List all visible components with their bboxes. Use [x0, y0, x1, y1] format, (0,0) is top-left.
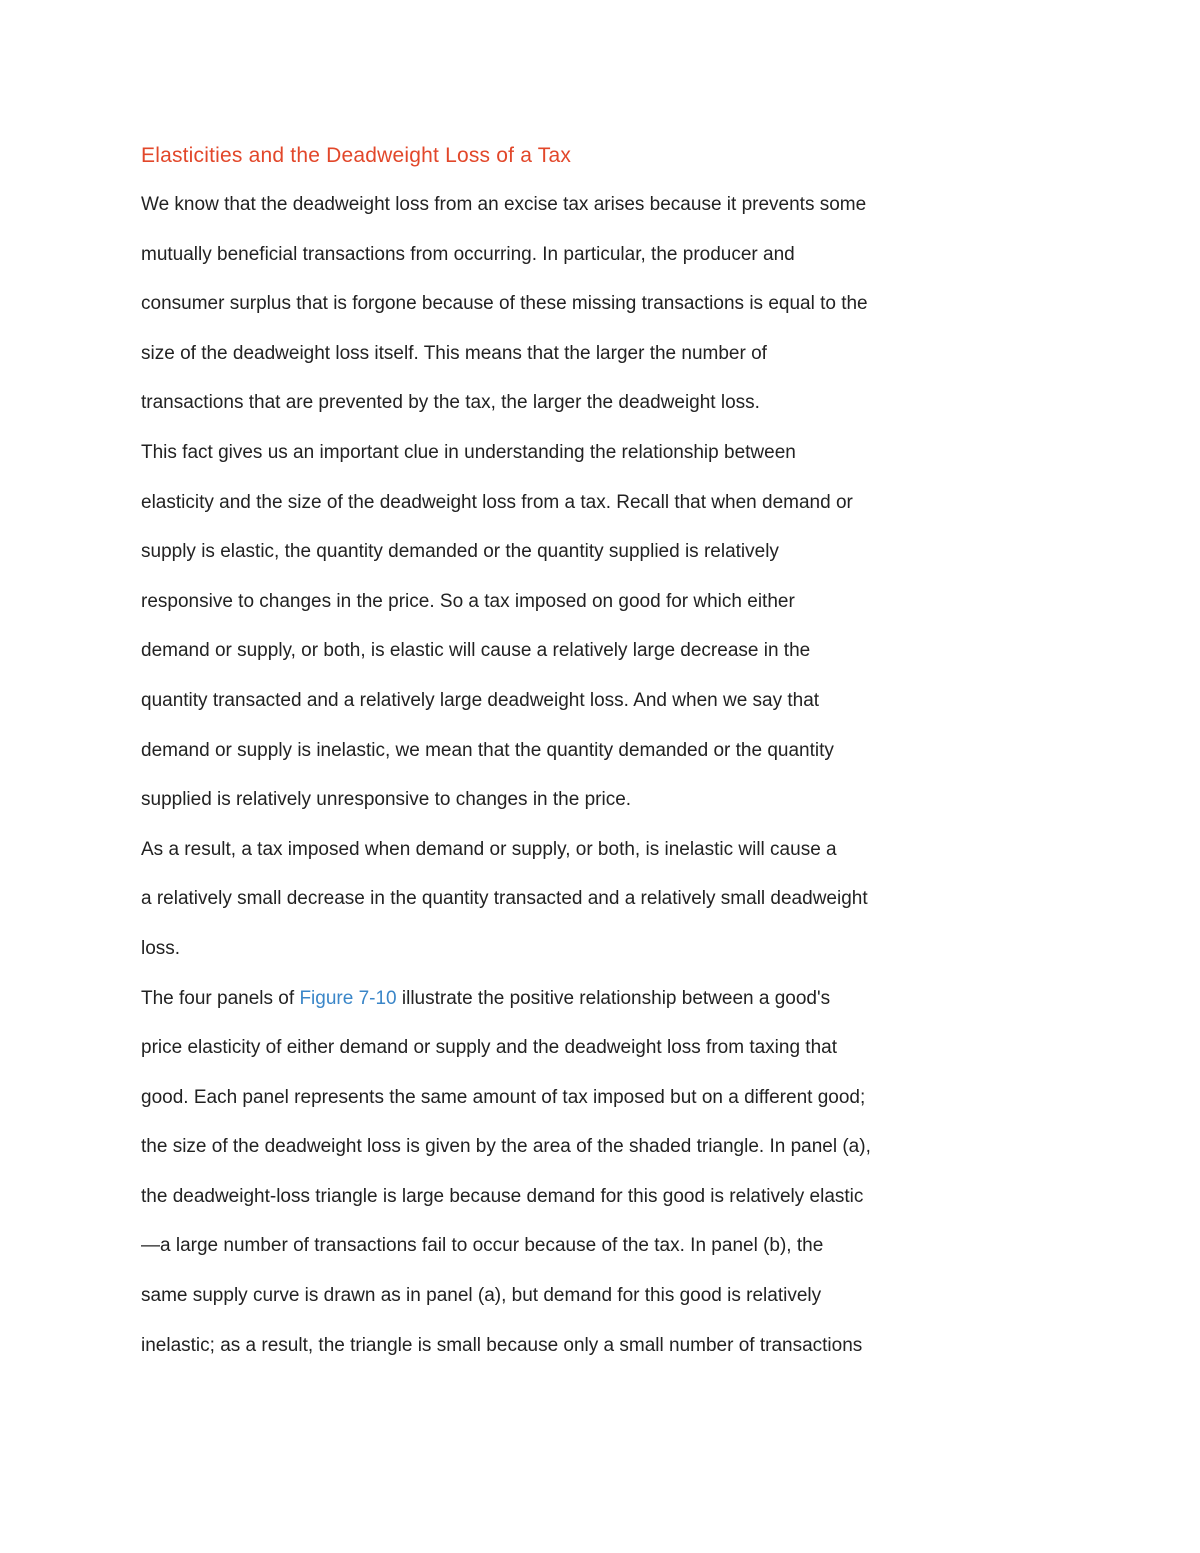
- text-line: supply is elastic, the quantity demanded or the quantity supplied is relatively: [141, 541, 779, 563]
- text-line: the size of the deadweight loss is given by the area of the shaded triangle. In panel (a),: [141, 1136, 871, 1158]
- text-line: elasticity and the size of the deadweight loss from a tax. Recall that when demand or: [141, 491, 853, 513]
- figure-7-10-link[interactable]: Figure 7-10: [299, 987, 397, 1009]
- text-line: price elasticity of either demand or supply and the deadweight loss from taxing that: [141, 1037, 837, 1059]
- text-line: loss.: [141, 937, 181, 959]
- text-line: —a large number of transactions fail to occur because of the tax. In panel (b), the: [141, 1235, 824, 1257]
- text-line: responsive to changes in the price. So a tax imposed on good for which either: [141, 590, 795, 612]
- text-line: a relatively small decrease in the quantity transacted and a relatively small deadweight: [141, 888, 868, 910]
- text-line: consumer surplus that is forgone because of these missing transactions is equal to the: [141, 293, 868, 315]
- figure-line-after: illustrate the positive relationship between a good's: [396, 987, 831, 1009]
- text-line: same supply curve is drawn as in panel (a), but demand for this good is relatively: [141, 1285, 822, 1307]
- document-body: [141, 136, 1001, 1370]
- text-line: mutually beneficial transactions from occurring. In particular, the producer and: [141, 243, 795, 265]
- figure-reference-line: [141, 974, 1001, 1024]
- page-title: Elasticities and the Deadweight Loss of a Tax: [141, 144, 572, 167]
- text-line: demand or supply, or both, is elastic will cause a relatively large decrease in the: [141, 640, 811, 662]
- text-line: As a result, a tax imposed when demand or supply, or both, is inelastic will cause a: [141, 838, 837, 860]
- text-line: This fact gives us an important clue in understanding the relationship between: [141, 441, 796, 463]
- text-line: good. Each panel represents the same amount of tax imposed but on a different good;: [141, 1086, 866, 1108]
- text-line: inelastic; as a result, the triangle is small because only a small number of transactions: [141, 1334, 863, 1356]
- text-line: We know that the deadweight loss from an excise tax arises because it prevents some: [141, 194, 867, 215]
- text-line: quantity transacted and a relatively large deadweight loss. And when we say that: [141, 689, 820, 711]
- text-line: the deadweight-loss triangle is large because demand for this good is relatively elastic: [141, 1185, 864, 1207]
- text-line: supplied is relatively unresponsive to changes in the price.: [141, 789, 632, 811]
- text-line: size of the deadweight loss itself. This means that the larger the number of: [141, 342, 767, 364]
- text-line: transactions that are prevented by the tax, the larger the deadweight loss.: [141, 392, 760, 414]
- figure-line-before: The four panels of: [141, 987, 300, 1009]
- text-line: demand or supply is inelastic, we mean that the quantity demanded or the quantity: [141, 739, 834, 761]
